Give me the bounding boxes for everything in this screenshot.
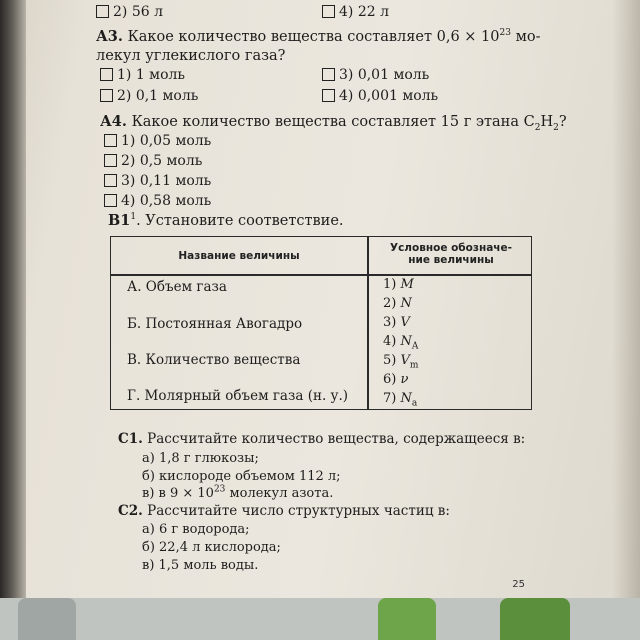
page-number: 25 bbox=[512, 579, 525, 590]
checkbox[interactable] bbox=[100, 68, 113, 81]
binder-ring bbox=[18, 598, 76, 640]
checkbox[interactable] bbox=[322, 68, 335, 81]
a4-option-2: 2) 0,5 моль bbox=[104, 154, 202, 168]
c2-item-a: а) 6 г водорода; bbox=[142, 522, 250, 537]
c1-item-b: б) кислороде объемом 112 л; bbox=[142, 469, 341, 484]
checkbox[interactable] bbox=[104, 154, 117, 167]
a3-option-3: 3) 0,01 моль bbox=[322, 68, 429, 82]
checkbox[interactable] bbox=[104, 174, 117, 187]
a4-option-1: 1) 0,05 моль bbox=[104, 134, 211, 148]
a3-option-1: 1) 1 моль bbox=[100, 68, 185, 82]
checkbox[interactable] bbox=[104, 134, 117, 147]
symbol-7: 7) $N_a$ bbox=[383, 391, 418, 409]
a3-question-line2: лекул углекислого газа? bbox=[96, 48, 286, 64]
c2-title: С2. Рассчитайте число структурных частиц в: bbox=[118, 503, 450, 519]
symbol-4: 4) $N_A$ bbox=[383, 334, 419, 352]
b1-matching-table bbox=[110, 236, 532, 410]
checkbox[interactable] bbox=[96, 5, 109, 18]
top-option-2: 2) 56 л bbox=[96, 5, 163, 19]
quantity-name-v: В. Количество вещества bbox=[127, 352, 301, 368]
symbol-5: 5) $V_m$ bbox=[383, 353, 419, 371]
checkbox[interactable] bbox=[322, 89, 335, 102]
symbol-3: 3) V bbox=[383, 315, 410, 330]
a3-question-line1: А3. Какое количество вещества составляет $0,6 \times 10^{23}$ мо- bbox=[96, 28, 541, 45]
quantity-name-g: Г. Молярный объем газа (н. у.) bbox=[127, 388, 349, 404]
symbol-1: 1) M bbox=[383, 277, 414, 292]
c2-item-b: б) 22,4 л кислорода; bbox=[142, 540, 281, 555]
col2-header: Условное обозначе- ние величины bbox=[389, 242, 512, 266]
col1-header: Название величины bbox=[178, 250, 300, 262]
table-divider bbox=[111, 274, 531, 276]
a4-question: А4. Какое количество вещества составляет 15 г этана $С_2Н_2$? bbox=[100, 113, 567, 133]
a3-option-4: 4) 0,001 моль bbox=[322, 89, 438, 103]
c2-item-v: в) 1,5 моль воды. bbox=[142, 558, 259, 573]
binder-ring bbox=[500, 598, 570, 640]
c1-item-a: а) 1,8 г глюкозы; bbox=[142, 451, 259, 466]
quantity-name-a: А. Объем газа bbox=[127, 279, 227, 295]
a3-option-2: 2) 0,1 моль bbox=[100, 89, 198, 103]
binder-ring bbox=[378, 598, 436, 640]
a4-option-4: 4) 0,58 моль bbox=[104, 194, 211, 208]
quantity-name-b: Б. Постоянная Авогадро bbox=[127, 316, 303, 332]
c1-title: С1. Рассчитайте количество вещества, содержащееся в: bbox=[118, 431, 526, 447]
c1-item-v: в) в $9 \times 10^{23}$ молекул азота. bbox=[142, 484, 334, 501]
symbol-6: 6) ν bbox=[383, 372, 409, 387]
symbol-2: 2) N bbox=[383, 296, 412, 311]
b1-title: $В1^1$. Установите соответствие. bbox=[108, 212, 344, 229]
page-binding-shadow bbox=[0, 0, 26, 640]
page-edge-shadow bbox=[612, 0, 640, 640]
checkbox[interactable] bbox=[100, 89, 113, 102]
checkbox[interactable] bbox=[322, 5, 335, 18]
top-option-4: 4) 22 л bbox=[322, 5, 389, 19]
a4-option-3: 3) 0,11 моль bbox=[104, 174, 211, 188]
checkbox[interactable] bbox=[104, 194, 117, 207]
